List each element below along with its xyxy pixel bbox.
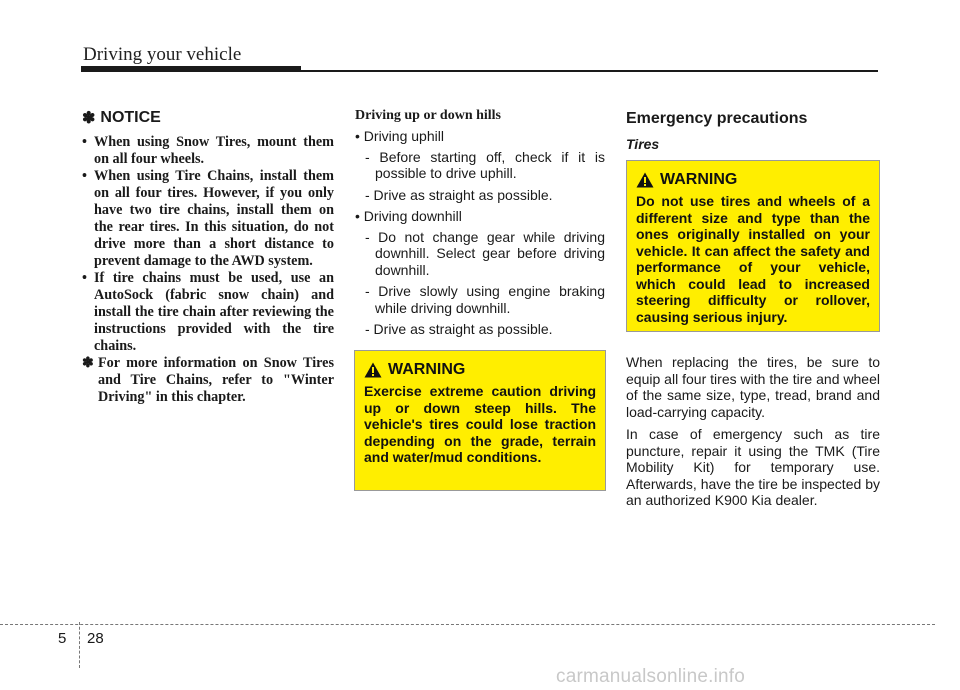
uphill-item: - Drive as straight as possible.	[365, 186, 553, 203]
notice-bullet: •	[82, 134, 87, 150]
emergency-title: Emergency precautions	[626, 110, 808, 127]
footer-divider	[0, 624, 935, 625]
notice-title	[82, 108, 334, 128]
section-number: 5	[58, 630, 67, 647]
notice-star-bullet: ✽	[82, 355, 94, 371]
downhill-item: - Drive as straight as possible.	[365, 321, 553, 337]
tires-subtitle: Tires	[626, 136, 660, 152]
header-rule-thin	[300, 70, 878, 72]
tires-warning-text: Do not use tires and wheels of a different size and type than the ones originally installed on your vehicle. It can affect the safety and performance of your vehicle, which could lead to increased steering difficulty or rollover, causing serious injury.	[636, 193, 870, 325]
uphill-label: • Driving uphill	[355, 128, 444, 144]
hills-warning-box	[354, 350, 606, 491]
footer-vertical-divider	[79, 622, 80, 668]
notice-item-text: When using Tire Chains, install them on all four tires. However, if you only have two tire chains, install them on the rear tires. In this situation, do not drive more than a short distance to prevent damage to the AWD system.	[94, 168, 334, 269]
tires-warning-header	[636, 171, 870, 189]
notice-list	[82, 134, 334, 406]
warning-triangle-icon	[636, 172, 654, 188]
downhill-label: • Driving downhill	[355, 208, 462, 224]
notice-title-label: NOTICE	[100, 109, 161, 126]
warning-triangle-icon	[364, 362, 382, 378]
notice-item	[82, 355, 334, 406]
notice-bullet: •	[82, 270, 87, 286]
notice-item	[82, 270, 334, 355]
tires-warning-box	[626, 160, 880, 332]
hills-heading: Driving up or down hills	[355, 108, 502, 123]
emergency-column	[626, 108, 880, 515]
header-title: Driving your vehicle	[83, 44, 242, 65]
notice-item-text: For more information on Snow Tires and Tire Chains, refer to "Winter Driving" in this chapter.	[98, 355, 334, 405]
tires-warning-label: WARNING	[660, 171, 738, 188]
hills-column	[355, 108, 607, 465]
notice-bullet: •	[82, 168, 87, 184]
uphill-item: - Before starting off, check if it is possible to drive uphill.	[365, 148, 605, 181]
notice-star-icon: ✽	[82, 110, 96, 127]
notice-item	[82, 134, 334, 168]
hills-warning-label: WARNING	[388, 361, 466, 378]
hills-warning-text: Exercise extreme caution driving up or down steep hills. The vehicle's tires could lose traction depending on the grade, terrain and water/mud conditions.	[364, 383, 596, 465]
header-rule-thick	[81, 66, 301, 72]
hills-warning-header	[364, 361, 596, 379]
notice-item-text: When using Snow Tires, mount them on all four wheels.	[94, 134, 334, 167]
tires-paragraph-2: In case of emergency such as tire puncture, repair it using the TMK (Tire Mobility Kit) for temporary use. Afterwards, have the tire be inspected by an authorized K900 Kia dealer.	[626, 426, 880, 508]
notice-column	[82, 108, 334, 406]
page-number: 28	[87, 630, 104, 647]
downhill-item: - Drive slowly using engine braking while driving downhill.	[365, 283, 605, 316]
tires-paragraph-1: When replacing the tires, be sure to equip all four tires with the tire and wheel of the same size, type, tread, brand and load-carrying capacity.	[626, 354, 880, 420]
downhill-item: - Do not change gear while driving downhill. Select gear before driving downhill.	[365, 228, 605, 278]
watermark: carmanualsonline.info	[556, 666, 746, 687]
notice-item-text: If tire chains must be used, use an AutoSock (fabric snow chain) and install the tire chain after reviewing the instructions provided with the tire chains.	[94, 270, 334, 354]
notice-item	[82, 168, 334, 270]
